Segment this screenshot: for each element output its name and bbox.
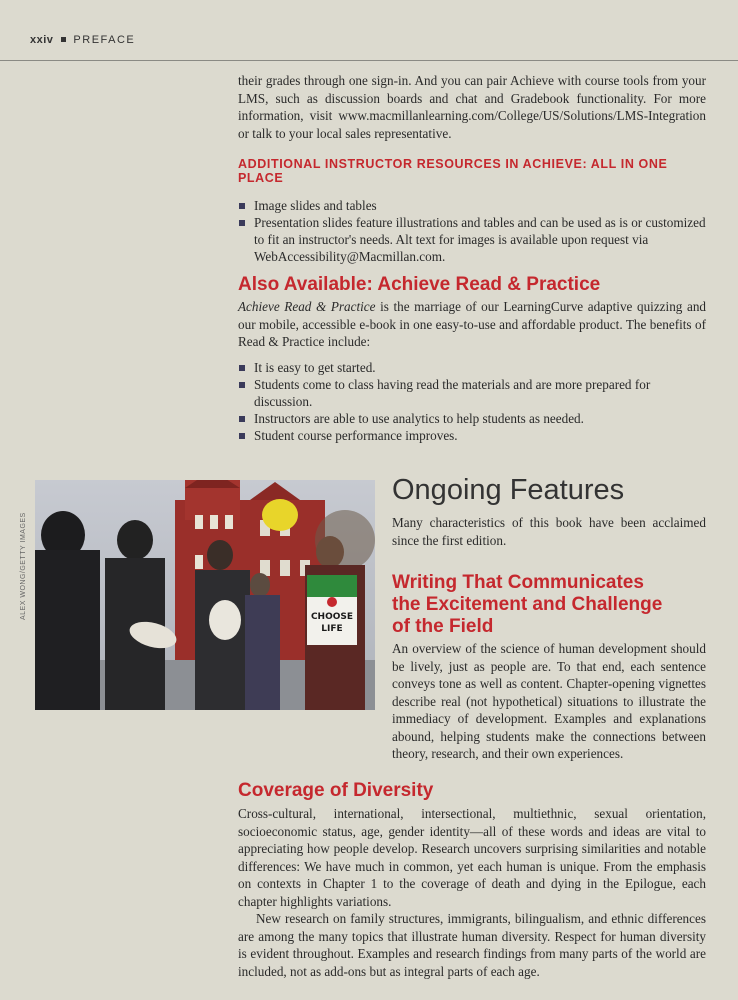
list-item: It is easy to get started.: [238, 359, 706, 376]
bullet-square-icon: [61, 37, 66, 42]
sign-text-1: CHOOSE: [310, 612, 354, 622]
list-item: Instructors are able to use analytics to help students as needed.: [238, 410, 706, 427]
list-item: Students come to class having read the materials and are more prepared for discussion.: [238, 376, 706, 410]
writing-body: An overview of the science of human development should be lively, just as people are. To that end, each sentence conveys tone as well as content. Chapter-opening vignettes describe real (not hypothetical) situations to illustrate the immediacy of development. Examples and explanations abound, helping students make the connections between theory, research, and their own experiences.: [392, 641, 706, 761]
diversity-paragraph-1: Cross-cultural, international, intersectional, multiethnic, sexual orientation, socioeconomic status, age, gender identity—all of these words and ideas are vital to appreciating how people develop. Research uncovers surprising similarities and notable differences: We have much in common, yet each human is unique. From the emphasis on contexts in Chapter 1 to the coverage of death and dying in the Epilogue, each chapter highlights variations.: [238, 806, 706, 909]
sign-text-2: LIFE: [321, 624, 343, 634]
writing-section: [392, 572, 706, 763]
benefits-list: [238, 359, 706, 444]
writing-heading-line-2: the Excitement and Challenge: [392, 594, 663, 615]
also-available-body: [238, 298, 706, 351]
instructor-resources-section: [238, 157, 706, 265]
writing-heading-line-1: Writing That Communicates: [392, 572, 644, 593]
list-item: Student course performance improves.: [238, 427, 706, 444]
ongoing-features-heading: Ongoing Features: [392, 474, 625, 506]
writing-heading: [392, 572, 706, 638]
list-item: Image slides and tables: [238, 197, 706, 214]
intro-paragraph: their grades through one sign-in. And you can pair Achieve with course tools from your LMS, such as discussion boards and chat and Gradebook functionality. For more information, visit www.macmillanlearning.com/College/US/Solutions/LMS-Integration or talk to your local sales representative.: [238, 73, 706, 141]
ongoing-features-section: [392, 474, 706, 549]
also-available-section: [238, 274, 706, 444]
product-name: Achieve Read & Practice: [238, 299, 376, 314]
diversity-heading: Coverage of Diversity: [238, 780, 434, 801]
diversity-section: [238, 780, 706, 980]
instructor-resources-heading: ADDITIONAL INSTRUCTOR RESOURCES IN ACHIEVE: ALL IN ONE PLACE: [238, 157, 668, 185]
intro-block: [238, 72, 706, 142]
list-item: Presentation slides feature illustrations and tables and can be used as is or customized to fit an instructor's needs. Alt text for images is available upon request via WebAccessibility@Macmillan.com.: [238, 214, 706, 265]
page-number: xxiv: [30, 34, 54, 46]
writing-heading-line-3: of the Field: [392, 616, 494, 637]
header-rule: [0, 60, 738, 61]
running-header: [30, 34, 135, 46]
also-available-heading: Also Available: Achieve Read & Practice: [238, 274, 601, 295]
instructor-resources-list: [238, 197, 706, 265]
section-name: PREFACE: [73, 34, 136, 46]
diversity-paragraph-2: New research on family structures, immigrants, bilingualism, and ethnic differences are among the many topics that illustrate human diversity. Respect for human diversity is evident throughout. Examples and research findings from many parts of the world are included, not as add-ons but as integral parts of each age.: [238, 911, 706, 979]
photo-credit: ALEX WONG/GETTY IMAGES: [20, 512, 27, 620]
ongoing-features-body: Many characteristics of this book have been acclaimed since the first edition.: [392, 515, 706, 548]
photo-illustration: [35, 480, 375, 710]
protest-photo: [35, 480, 375, 710]
also-available-body-text: is the marriage of our LearningCurve adaptive quizzing and our mobile, accessible e-book in one easy-to-use and affordable product. The benefits of Read & Practice include:: [238, 299, 707, 349]
